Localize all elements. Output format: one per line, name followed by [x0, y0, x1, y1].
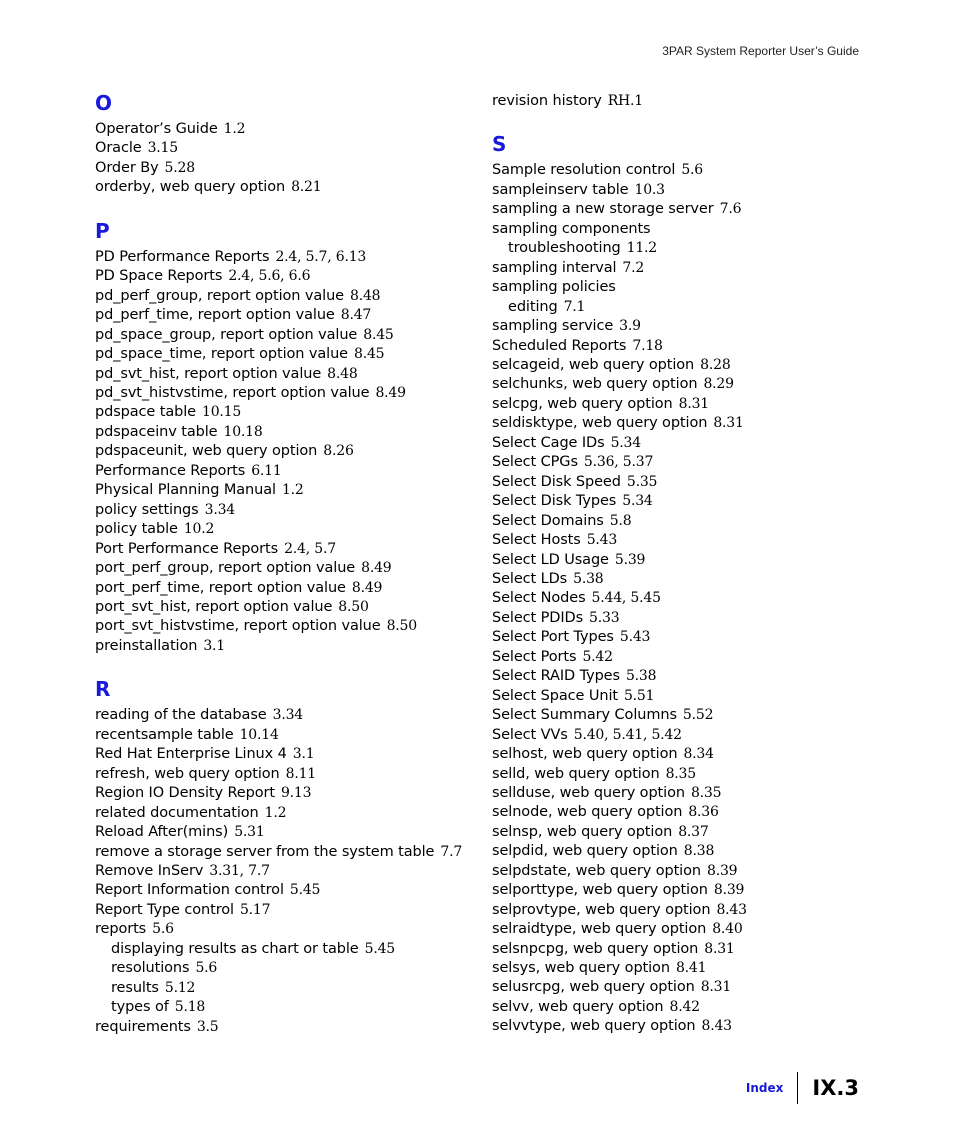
entry-page-reference[interactable]: 8.41	[675, 960, 707, 977]
entry-term: Region IO Density Report	[95, 785, 275, 802]
entry-term: results	[111, 979, 159, 996]
entry-term: remove a storage server from the system table	[95, 843, 435, 860]
entry-term: resolutions	[111, 960, 190, 977]
entry-page-reference[interactable]: 1.2	[264, 804, 287, 821]
section-letter-heading: O	[95, 91, 113, 115]
entry-page-reference[interactable]: 5.40, 5.41, 5.42	[573, 726, 682, 743]
index-entry	[492, 375, 872, 394]
index-entry	[492, 823, 872, 842]
entry-page-reference[interactable]: 5.52	[682, 707, 714, 724]
page-footer	[746, 1070, 859, 1106]
entry-page-reference[interactable]: 5.34	[622, 493, 653, 510]
entry-page-reference[interactable]: 10.18	[223, 423, 263, 440]
entry-term: policy settings	[95, 501, 199, 518]
entry-term: pd_space_time, report option value	[95, 346, 348, 363]
entry-term: editing	[508, 298, 558, 315]
index-entry	[95, 843, 475, 862]
entry-page-reference[interactable]: 8.47	[340, 307, 372, 324]
index-entry	[95, 784, 475, 803]
entry-term: selraidtype, web query option	[492, 921, 707, 938]
entry-page-reference[interactable]: 8.28	[700, 356, 731, 373]
entry-term: Operator’s Guide	[95, 121, 218, 137]
entry-page-reference[interactable]: 3.31, 7.7	[209, 862, 270, 879]
entry-page-reference[interactable]: 5.38	[573, 570, 604, 587]
index-entry	[492, 687, 872, 706]
index-entry	[95, 559, 475, 578]
index-entry	[95, 920, 475, 939]
entry-term: Select Cage IDs	[492, 434, 605, 451]
entry-page-reference[interactable]: 5.6	[681, 162, 704, 179]
index-entry	[95, 403, 475, 422]
entry-page-reference[interactable]: 7.18	[632, 337, 663, 354]
index-entry	[492, 726, 872, 745]
index-entry	[95, 267, 475, 286]
index-entry	[492, 842, 872, 861]
index-section	[95, 92, 475, 198]
entry-page-reference[interactable]: 10.3	[634, 181, 665, 198]
entry-term: Performance Reports	[95, 462, 246, 479]
entry-page-reference[interactable]: 5.12	[164, 979, 196, 996]
entry-term: Select Nodes	[492, 590, 586, 607]
index-entry	[492, 473, 872, 492]
entry-page-reference[interactable]: 8.39	[713, 882, 745, 899]
entry-term: selpdstate, web query option	[492, 862, 701, 879]
entry-page-reference[interactable]: 5.45	[289, 882, 321, 899]
entry-page-reference[interactable]: 8.49	[375, 384, 406, 401]
index-entry	[492, 1017, 872, 1036]
index-entry	[492, 978, 872, 997]
entry-term: related documentation	[95, 804, 259, 821]
entry-term: Order By	[95, 159, 159, 176]
entry-page-reference[interactable]: 8.35	[690, 784, 722, 801]
entry-page-reference[interactable]: 5.6	[152, 921, 174, 938]
index-entry	[95, 540, 475, 559]
entry-term: refresh, web query option	[95, 765, 280, 782]
entry-page-reference[interactable]: 8.45	[363, 326, 394, 343]
entry-term: Select Space Unit	[492, 687, 618, 704]
index-entry	[95, 520, 475, 539]
index-entry	[95, 637, 475, 656]
entry-term: Physical Planning Manual	[95, 482, 276, 499]
footer-divider	[797, 1072, 798, 1104]
entry-term: selhost, web query option	[492, 746, 678, 763]
entry-term: Select LD Usage	[492, 551, 609, 568]
section-letter-heading: P	[95, 218, 110, 243]
index-entry	[95, 617, 475, 636]
index-entry	[492, 551, 872, 570]
entry-term: Select VVs	[492, 726, 568, 743]
entry-page-reference[interactable]: 5.31	[234, 824, 265, 841]
entry-page-reference[interactable]: 8.49	[361, 560, 392, 577]
entry-term: selcpg, web query option	[492, 395, 673, 412]
entry-term: pdspaceunit, web query option	[95, 443, 318, 460]
entry-term: Select Ports	[492, 648, 577, 665]
entry-term: pd_svt_hist, report option value	[95, 365, 322, 382]
index-entry	[492, 414, 872, 433]
entry-term: requirements	[95, 1018, 191, 1035]
entry-term: sampleinserv table	[492, 181, 629, 198]
entry-page-reference[interactable]: 8.35	[665, 765, 696, 782]
entry-page-reference[interactable]: 8.48	[350, 287, 381, 304]
entry-term: Sample resolution control	[492, 162, 676, 179]
index-entry	[492, 278, 872, 297]
index-entry	[95, 901, 475, 920]
entry-term: seldisktype, web query option	[492, 415, 708, 432]
index-entry	[492, 628, 872, 647]
page-number: IX.3	[812, 1076, 859, 1100]
index-entry	[95, 823, 475, 842]
index-entry	[492, 512, 872, 531]
entry-term: selsnpcpg, web query option	[492, 940, 699, 957]
entry-term: selpdid, web query option	[492, 843, 678, 860]
index-entry	[492, 901, 872, 920]
index-entry	[492, 862, 872, 881]
entry-page-reference[interactable]: 5.34	[610, 434, 641, 451]
entry-page-reference[interactable]: 5.36, 5.37	[583, 454, 654, 471]
entry-term: port_svt_histvstime, report option value	[95, 618, 381, 635]
entry-page-reference[interactable]: 8.50	[338, 598, 369, 615]
entry-page-reference[interactable]: 5.45	[364, 940, 395, 957]
entry-page-reference[interactable]: 6.11	[251, 462, 282, 479]
index-entry	[95, 765, 475, 784]
entry-term: pdspace table	[95, 404, 196, 421]
entry-page-reference[interactable]: 7.2	[622, 259, 645, 276]
index-subentry	[95, 940, 475, 959]
entry-page-reference[interactable]: 3.5	[196, 1018, 219, 1035]
entry-term: Oracle	[95, 140, 142, 157]
entry-page-reference[interactable]: 3.1	[203, 637, 226, 654]
index-entry	[492, 395, 872, 414]
entry-term: displaying results as chart or table	[111, 940, 359, 957]
entry-term: Select Summary Columns	[492, 707, 677, 724]
entry-page-reference[interactable]: 5.43	[586, 532, 618, 549]
index-entry	[492, 434, 872, 453]
entry-term: sampling service	[492, 318, 614, 335]
entry-page-reference[interactable]: 8.21	[291, 179, 322, 196]
index-section	[95, 220, 475, 657]
index-entry	[492, 92, 872, 111]
index-entry	[95, 579, 475, 598]
entry-page-reference[interactable]: 5.28	[164, 159, 195, 176]
index-entry	[95, 881, 475, 900]
entry-term: Report Information control	[95, 882, 284, 899]
entry-term: Reload After(mins)	[95, 824, 229, 841]
index-entry	[492, 784, 872, 803]
entry-term: Report Type control	[95, 901, 234, 918]
entry-term: sellduse, web query option	[492, 784, 685, 801]
entry-term: reports	[95, 921, 147, 938]
entry-page-reference[interactable]: 5.35	[626, 473, 658, 490]
entry-term: selcageid, web query option	[492, 356, 695, 373]
entry-page-reference[interactable]: 9.13	[280, 785, 312, 802]
entry-term: selprovtype, web query option	[492, 901, 711, 918]
index-entry	[95, 598, 475, 617]
entry-page-reference[interactable]: 8.40	[712, 921, 743, 938]
entry-term: port_perf_time, report option value	[95, 579, 346, 596]
entry-term: Port Performance Reports	[95, 540, 279, 557]
entry-term: PD Performance Reports	[95, 248, 270, 265]
index-entry	[95, 501, 475, 520]
entry-page-reference[interactable]: 10.2	[183, 521, 215, 538]
entry-page-reference[interactable]: 2.4, 5.7, 6.13	[275, 248, 367, 265]
entry-page-reference[interactable]: 3.34	[204, 501, 235, 518]
entry-page-reference[interactable]: 1.2	[223, 121, 246, 137]
entry-term: sampling policies	[492, 279, 616, 296]
entry-term: pd_perf_group, report option value	[95, 287, 344, 304]
entry-page-reference[interactable]: 5.17	[239, 901, 271, 918]
entry-page-reference[interactable]: 8.38	[683, 843, 715, 860]
entry-page-reference[interactable]: 8.31	[700, 979, 732, 996]
index-entry	[492, 920, 872, 939]
index-entry	[95, 287, 475, 306]
entry-term: types of	[111, 999, 169, 1016]
index-subentry	[492, 298, 872, 317]
entry-term: selsys, web query option	[492, 960, 670, 977]
index-entry	[95, 159, 475, 178]
entry-page-reference[interactable]: 8.31	[678, 395, 709, 412]
entry-term: Select Disk Types	[492, 493, 617, 510]
index-entry	[492, 881, 872, 900]
index-subentry	[492, 239, 872, 258]
entry-page-reference[interactable]: 8.39	[706, 862, 738, 879]
index-entry	[95, 345, 475, 364]
index-column-left	[95, 92, 475, 1059]
entry-term: Scheduled Reports	[492, 337, 627, 354]
index-entry	[95, 1018, 475, 1037]
index-entry	[95, 862, 475, 881]
entry-page-reference[interactable]: 5.6	[195, 960, 218, 977]
index-entry	[95, 706, 475, 725]
entry-term: Remove InServ	[95, 862, 204, 879]
entry-page-reference[interactable]: 7.6	[719, 201, 742, 218]
index-entry	[492, 259, 872, 278]
entry-term: Select PDIDs	[492, 609, 584, 626]
index-section	[492, 133, 872, 1036]
index-entry	[492, 959, 872, 978]
entry-page-reference[interactable]: 8.43	[716, 901, 747, 918]
entry-term: pd_perf_time, report option value	[95, 307, 335, 324]
section-letter-heading: S	[492, 132, 507, 157]
entry-page-reference[interactable]: 8.42	[669, 998, 700, 1015]
entry-term: sampling components	[492, 220, 651, 237]
entry-page-reference[interactable]: 1.2	[281, 482, 304, 499]
entry-term: Select CPGs	[492, 454, 578, 471]
entry-page-reference[interactable]: 8.31	[713, 415, 744, 432]
index-entry	[492, 337, 872, 356]
entry-page-reference[interactable]: 10.14	[239, 726, 279, 743]
running-header: 3PAR System Reporter User’s Guide	[662, 44, 859, 58]
entry-term: selld, web query option	[492, 765, 660, 782]
entry-page-reference[interactable]: 5.18	[174, 999, 206, 1016]
entry-term: Select Disk Speed	[492, 473, 621, 490]
entry-page-reference[interactable]: 2.4, 5.6, 6.6	[228, 268, 311, 285]
index-entry	[95, 365, 475, 384]
entry-term: PD Space Reports	[95, 268, 223, 285]
entry-page-reference[interactable]: 8.45	[353, 346, 385, 363]
index-entry	[492, 765, 872, 784]
entry-term: port_perf_group, report option value	[95, 560, 356, 577]
entry-term: selvv, web query option	[492, 998, 664, 1015]
entry-term: revision history	[492, 93, 602, 109]
index-entry	[95, 178, 475, 197]
entry-page-reference[interactable]: 8.34	[683, 746, 714, 763]
index-entry	[492, 589, 872, 608]
entry-page-reference[interactable]: 5.42	[582, 648, 613, 665]
entry-page-reference[interactable]: 11.2	[626, 240, 658, 257]
entry-term: pd_space_group, report option value	[95, 326, 358, 343]
index-entry	[95, 745, 475, 764]
entry-page-reference[interactable]: 5.51	[623, 687, 655, 704]
index-entry	[95, 248, 475, 267]
entry-term: selusrcpg, web query option	[492, 979, 695, 996]
entry-term: preinstallation	[95, 637, 198, 654]
entry-page-reference[interactable]: 8.48	[327, 365, 358, 382]
index-entry	[492, 648, 872, 667]
entry-page-reference[interactable]: 8.11	[285, 765, 316, 782]
index-entry	[95, 306, 475, 325]
index-entry	[95, 120, 475, 139]
entry-term: policy table	[95, 521, 178, 538]
entry-page-reference[interactable]: 8.36	[688, 804, 719, 821]
index-entry	[95, 804, 475, 823]
index-entry	[492, 492, 872, 511]
index-entry	[95, 726, 475, 745]
index-entry	[492, 531, 872, 550]
entry-term: Red Hat Enterprise Linux 4	[95, 746, 287, 763]
entry-term: sampling interval	[492, 259, 617, 276]
entry-term: Select RAID Types	[492, 668, 620, 685]
entry-page-reference[interactable]: 5.38	[625, 668, 657, 685]
index-entry	[95, 384, 475, 403]
entry-page-reference[interactable]: 5.33	[589, 609, 620, 626]
index-entry	[492, 181, 872, 200]
entry-term: recentsample table	[95, 726, 234, 743]
entry-term: selporttype, web query option	[492, 882, 708, 899]
index-column-right	[492, 92, 872, 1059]
entry-term: Select Hosts	[492, 532, 581, 549]
index-entry	[95, 423, 475, 442]
entry-page-reference[interactable]: 5.44, 5.45	[591, 590, 661, 607]
entry-page-reference[interactable]: 8.29	[703, 376, 734, 393]
entry-term: selvvtype, web query option	[492, 1018, 696, 1035]
index-subentry	[95, 959, 475, 978]
entry-page-reference[interactable]: 7.1	[563, 298, 586, 315]
entry-page-reference[interactable]: 5.8	[609, 512, 632, 529]
entry-page-reference[interactable]: 8.37	[678, 823, 709, 840]
index-entry	[492, 220, 872, 239]
index-section	[492, 92, 872, 111]
entry-term: Select Domains	[492, 512, 604, 529]
index-entry	[492, 940, 872, 959]
entry-page-reference[interactable]: 10.15	[201, 404, 242, 421]
index-entry	[492, 161, 872, 180]
index-entry	[492, 998, 872, 1017]
index-entry	[492, 803, 872, 822]
entry-term: selnode, web query option	[492, 804, 683, 821]
index-subentry	[95, 998, 475, 1017]
index-entry	[492, 609, 872, 628]
index-entry	[492, 317, 872, 336]
entry-term: Select Port Types	[492, 629, 614, 646]
entry-page-reference[interactable]: 2.4, 5.7	[284, 540, 336, 557]
entry-term: troubleshooting	[508, 240, 621, 257]
entry-term: pdspaceinv table	[95, 423, 218, 440]
index-entry	[492, 453, 872, 472]
index-entry	[95, 481, 475, 500]
entry-page-reference[interactable]: 3.15	[147, 140, 178, 157]
entry-term: sampling a new storage server	[492, 201, 714, 218]
index-subentry	[95, 979, 475, 998]
index-entry	[95, 139, 475, 158]
entry-term: Select LDs	[492, 570, 568, 587]
entry-page-reference[interactable]: 3.1	[292, 746, 315, 763]
index-section	[95, 678, 475, 1037]
entry-page-reference[interactable]: 7.7	[440, 843, 463, 860]
entry-term: pd_svt_histvstime, report option value	[95, 384, 370, 401]
entry-term: orderby, web query option	[95, 179, 286, 196]
index-entry	[492, 745, 872, 764]
entry-page-reference[interactable]: 8.43	[701, 1018, 732, 1035]
entry-page-reference[interactable]: 8.31	[704, 940, 735, 957]
index-entry	[95, 326, 475, 345]
entry-page-reference[interactable]: 3.34	[272, 707, 303, 724]
entry-term: selchunks, web query option	[492, 376, 698, 393]
entry-page-reference[interactable]: 8.26	[323, 443, 354, 460]
index-entry	[492, 570, 872, 589]
index-entry	[95, 442, 475, 461]
entry-term: port_svt_hist, report option value	[95, 598, 333, 615]
entry-page-reference[interactable]: 3.9	[619, 318, 641, 335]
entry-page-reference[interactable]: 5.39	[614, 551, 646, 568]
index-entry	[95, 462, 475, 481]
index-entry	[492, 200, 872, 219]
entry-page-reference[interactable]: RH.1	[607, 93, 644, 109]
entry-term: reading of the database	[95, 707, 267, 724]
entry-page-reference[interactable]: 8.50	[386, 618, 417, 635]
index-entry	[492, 356, 872, 375]
section-letter-heading: R	[95, 677, 111, 702]
index-entry	[492, 706, 872, 725]
footer-section-label: Index	[745, 1081, 784, 1095]
entry-term: selnsp, web query option	[492, 823, 673, 840]
entry-page-reference[interactable]: 5.43	[619, 629, 651, 646]
entry-page-reference[interactable]: 8.49	[351, 579, 383, 596]
index-entry	[492, 667, 872, 686]
